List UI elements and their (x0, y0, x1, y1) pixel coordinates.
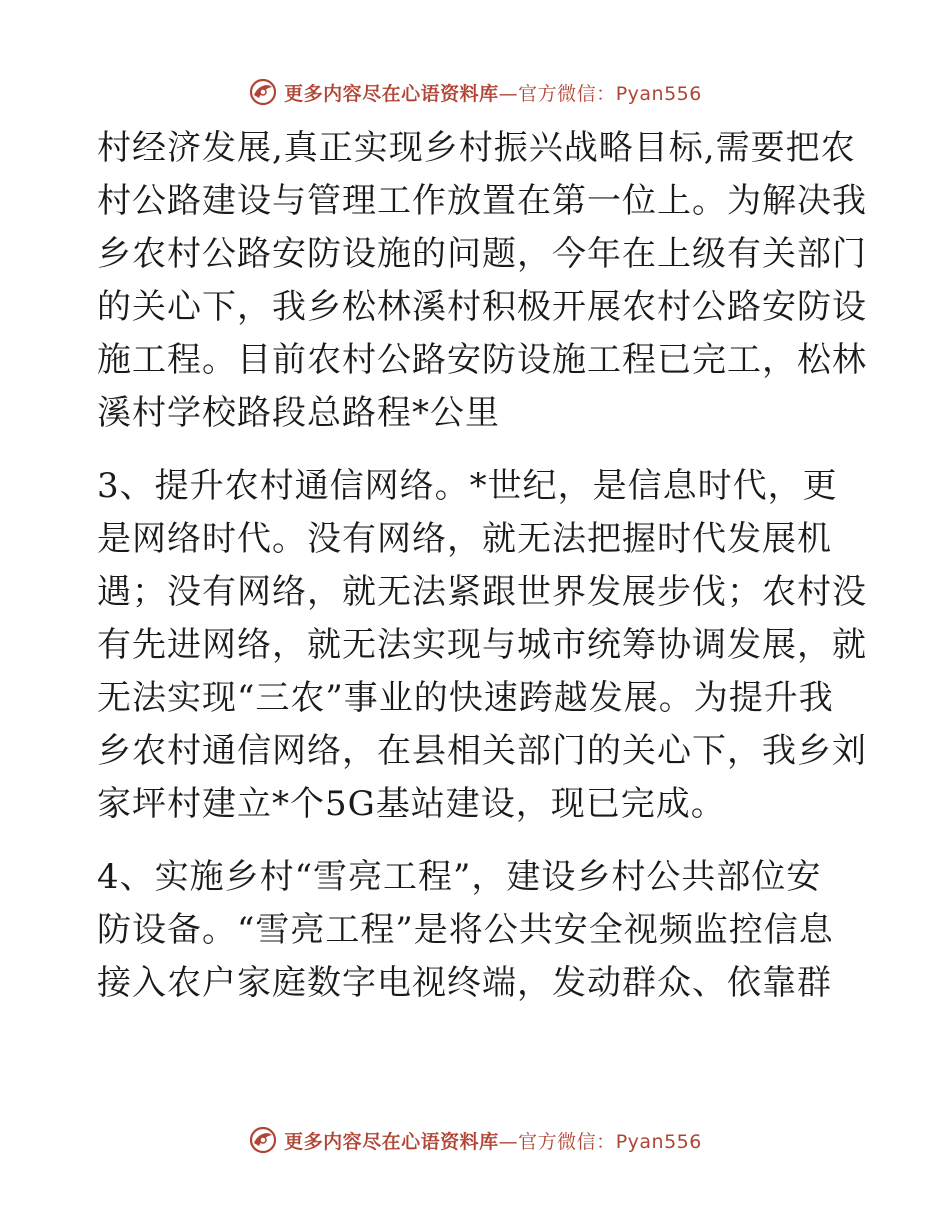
text-line: 施工程。目前农村公路安防设施工程已完工，松林 (97, 340, 867, 380)
document-body (97, 122, 867, 1010)
text-line: 3、提升农村通信网络。*世纪，是信息时代，更 (97, 466, 838, 506)
text-line: 村经济发展,真正实现乡村振兴战略目标,需要把农 (97, 128, 856, 168)
paragraph-spacer (97, 440, 857, 460)
text-line: 的关心下，我乡松林溪村积极开展农村公路安防设 (97, 287, 867, 327)
header-watermark (0, 72, 950, 112)
text-line: 村公路建设与管理工作放置在第一位上。为解决我 (97, 181, 867, 221)
text-line: 防设备。“雪亮工程”是将公共安全视频监控信息 (97, 910, 834, 950)
text-line: 乡农村公路安防设施的问题，今年在上级有关部门 (97, 234, 867, 274)
text-line: 是网络时代。没有网络，就无法把握时代发展机 (97, 519, 832, 559)
watermark-official: 官方微信： (518, 82, 616, 105)
paragraph-3 (97, 851, 857, 1010)
watermark-dash: — (498, 1130, 519, 1153)
text-line: 接入农户家庭数字电视终端，发动群众、依靠群 (97, 963, 832, 1003)
watermark-official: 官方微信： (518, 1130, 616, 1153)
paragraph-1 (97, 122, 867, 440)
footer-watermark (0, 1120, 950, 1160)
watermark-wechat-id: Pyan556 (615, 82, 702, 105)
brand-logo-icon (248, 77, 278, 107)
watermark-brand: 更多内容尽在心语资料库 (284, 1130, 499, 1153)
watermark-wechat-id: Pyan556 (615, 1130, 702, 1153)
paragraph-spacer (97, 831, 857, 851)
text-line: 无法实现“三农”事业的快速跨越发展。为提升我 (97, 678, 834, 718)
text-line: 有先进网络，就无法实现与城市统筹协调发展，就 (97, 625, 867, 665)
text-line: 家坪村建立*个5G基站建设，现已完成。 (97, 784, 726, 824)
text-line: 乡农村通信网络，在县相关部门的关心下，我乡刘 (97, 731, 867, 771)
text-line: 溪村学校路段总路程*公里 (97, 393, 500, 433)
text-line: 4、实施乡村“雪亮工程”，建设乡村公共部位安 (97, 857, 822, 897)
watermark-text (284, 1127, 702, 1154)
watermark-dash: — (498, 82, 519, 105)
paragraph-2 (97, 460, 867, 831)
brand-logo-icon (248, 1125, 278, 1155)
watermark-brand: 更多内容尽在心语资料库 (284, 82, 499, 105)
text-line: 遇；没有网络，就无法紧跟世界发展步伐；农村没 (97, 572, 867, 612)
watermark-text (284, 79, 702, 106)
